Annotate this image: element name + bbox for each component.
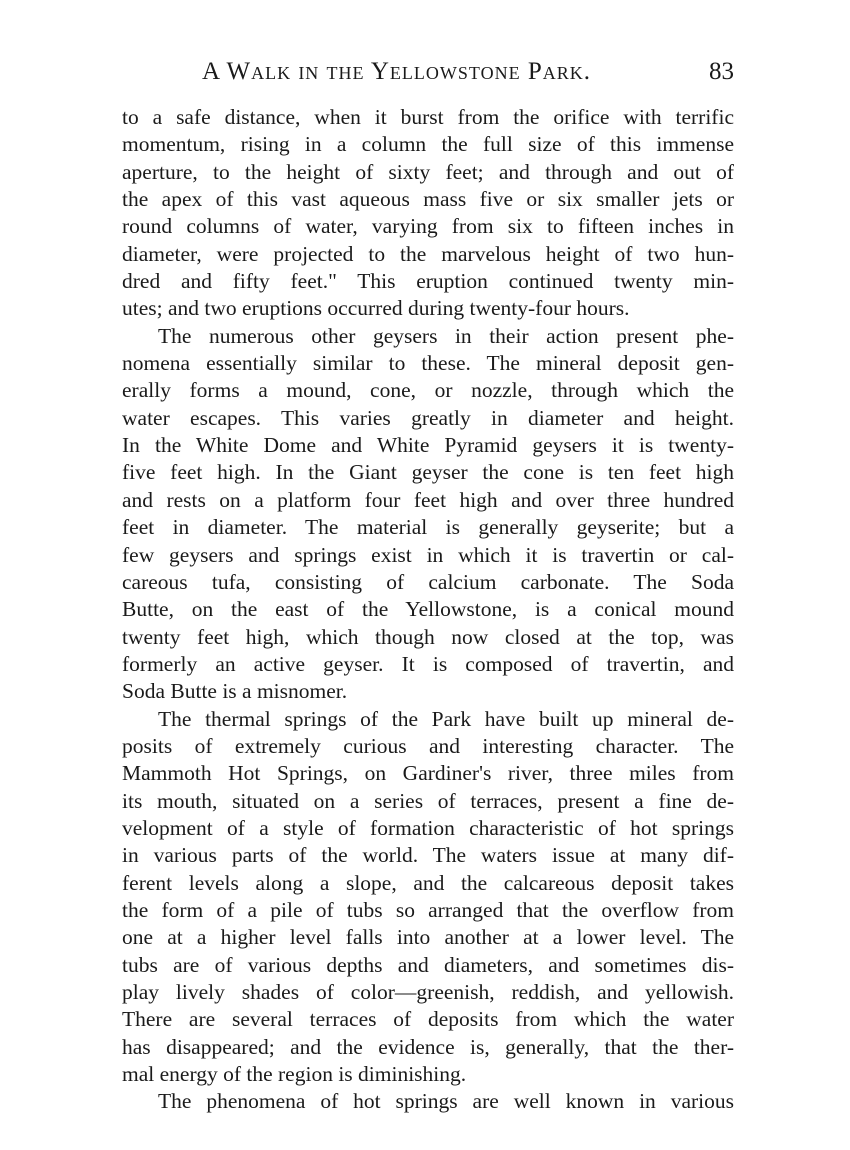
text-line: five feet high. In the Giant geyser the cone is ten feet high — [122, 460, 734, 485]
text-line: one at a higher level falls into another at a lower level. The — [122, 925, 734, 950]
text-line: round columns of water, varying from six to fifteen inches in — [122, 214, 734, 239]
page-header — [122, 58, 734, 98]
text-line: In the White Dome and White Pyramid geysers it is twenty- — [122, 433, 734, 458]
text-line: The phenomena of hot springs are well known in various — [158, 1089, 734, 1114]
text-line: careous tufa, consisting of calcium carbonate. The Soda — [122, 569, 734, 594]
text-line: erally forms a mound, cone, or nozzle, through which the — [122, 378, 734, 403]
text-line: mal energy of the region is diminishing. — [122, 1062, 467, 1087]
text-line: formerly an active geyser. It is composed of travertin, and — [122, 651, 734, 676]
text-line: momentum, rising in a column the full size of this immense — [122, 132, 734, 157]
text-line: the apex of this vast aqueous mass five or six smaller jets or — [122, 187, 734, 212]
text-line: its mouth, situated on a series of terraces, present a fine de- — [122, 788, 734, 813]
text-line: velopment of a style of formation characteristic of hot springs — [122, 815, 734, 840]
text-line: Mammoth Hot Springs, on Gardiner's river, three miles from — [122, 761, 734, 786]
body-text — [122, 104, 734, 1116]
text-line: in various parts of the world. The waters issue at many dif- — [122, 843, 734, 868]
text-line: the form of a pile of tubs so arranged that the overflow from — [122, 897, 734, 922]
text-line: aperture, to the height of sixty feet; and through and out of — [122, 159, 734, 184]
text-line: has disappeared; and the evidence is, generally, that the ther- — [122, 1034, 734, 1059]
text-line: feet in diameter. The material is generally geyserite; but a — [122, 515, 734, 540]
text-line: and rests on a platform four feet high and over three hundred — [122, 487, 734, 512]
text-line: utes; and two eruptions occurred during twenty-four hours. — [122, 296, 630, 321]
text-line: dred and fifty feet." This eruption continued twenty min- — [122, 269, 734, 294]
text-line: The thermal springs of the Park have built up mineral de- — [158, 706, 734, 731]
text-line: ferent levels along a slope, and the calcareous deposit takes — [122, 870, 734, 895]
running-title: A Walk in the Yellowstone Park. — [202, 58, 591, 85]
text-line: play lively shades of color—greenish, reddish, and yellowish. — [122, 980, 734, 1004]
text-line: to a safe distance, when it burst from the orifice with terrific — [122, 105, 734, 129]
text-line: The numerous other geysers in their action present phe- — [158, 323, 734, 348]
text-line: Soda Butte is a misnomer. — [122, 679, 348, 704]
text-line: nomena essentially similar to these. The mineral deposit gen- — [122, 351, 734, 376]
text-line: few geysers and springs exist in which it is travertin or cal- — [122, 542, 734, 567]
text-line: Butte, on the east of the Yellowstone, is a conical mound — [122, 597, 734, 622]
text-line: posits of extremely curious and interesting character. The — [122, 733, 734, 758]
text-line: water escapes. This varies greatly in diameter and height. — [122, 405, 734, 430]
text-line: tubs are of various depths and diameters, and sometimes dis- — [122, 952, 734, 977]
text-line: There are several terraces of deposits from which the water — [122, 1007, 734, 1032]
text-line: diameter, were projected to the marvelous height of two hun- — [122, 241, 734, 266]
page-number: 83 — [709, 58, 734, 85]
text-line: twenty feet high, which though now closed at the top, was — [122, 624, 734, 649]
